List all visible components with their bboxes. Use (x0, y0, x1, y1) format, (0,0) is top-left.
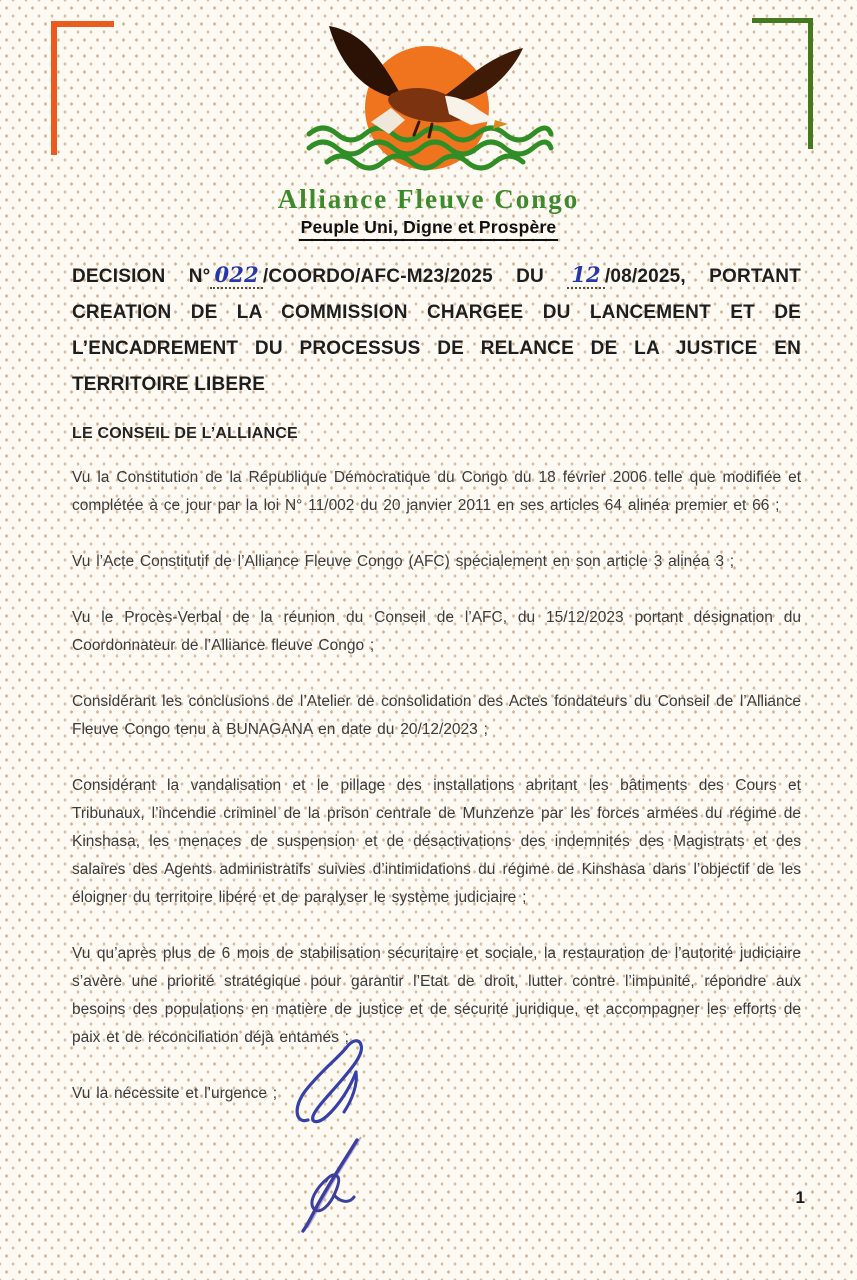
letterhead (0, 0, 857, 241)
title-line-1 (72, 257, 801, 295)
title-line-2: CREATION DE LA COMMISSION CHARGEE DU LANCEMENT ET DE (72, 302, 801, 323)
closing-line-with-signature (72, 1080, 801, 1108)
title-segment: DECISION N° (72, 266, 211, 287)
afc-eagle-logo-icon (299, 22, 559, 182)
title-segment: /COORDO/AFC-M23/2025 DU (262, 266, 544, 287)
title-line-4: TERRITOIRE LIBERE (72, 374, 266, 395)
recital-paragraph-vandalisation: Considérant la vandalisation et le pillage des installations abritant les bâtiments des Cours et Tribunaux, l’incendie criminel de la prison centrale de Munzenze par les forces armées du régime de Kinshasa, les menaces de suspension et de désactivations des indemnités des Magistrats et des salaires des Agents administratifs suivies d’intimidations du régime de Kinshasa dans l’objectif de les éloigner du territoire libéré et de paralyser le système judiciaire ; (72, 777, 801, 906)
organization-name: Alliance Fleuve Congo (277, 184, 580, 214)
title-line-3: L’ENCADREMENT DU PROCESSUS DE RELANCE DE LA JUSTICE EN (72, 338, 801, 359)
section-heading: LE CONSEIL DE L’ALLIANCE (72, 425, 298, 442)
organization-slogan: Peuple Uni, Digne et Prospère (299, 217, 559, 241)
title-segment: /08/2025, PORTANT (604, 266, 801, 287)
document-body (72, 257, 801, 1108)
document-title (72, 257, 801, 403)
recital-paragraph-proces-verbal: Vu le Procès-Verbal de la réunion du Conseil de l’AFC, du 15/12/2023 portant désignation du Coordonnateur de l’Alliance fleuve Congo ; (72, 609, 801, 654)
page-number: 1 (795, 1188, 805, 1207)
recital-paragraph-urgence: Vu la nécessite et l’urgence ; (72, 1085, 278, 1102)
recital-paragraph-stabilisation: Vu qu’après plus de 6 mois de stabilisation sécuritaire et sociale, la restauration de l’autorité judiciaire s’avère une priorité stratégique pour garantir l’Etat de droit, lutter contre l’impunité, répondre aux besoins des populations en matière de justice et de sécurité juridique, et accompagner les efforts de paix et de réconciliation déjà entamés ; (72, 945, 801, 1046)
handwritten-decision-number: 022 (210, 262, 262, 289)
signature-ink-icon (264, 1032, 384, 1237)
recital-paragraph-acte-constitutif: Vu l’Acte Constitutif de l’Alliance Fleuve Congo (AFC) spécialement en son article 3 alinéa 3 ; (72, 553, 735, 570)
recital-paragraph-atelier: Considérant les conclusions de l’Atelier de consolidation des Actes fondateurs du Conseil de l’Alliance Fleuve Congo tenu à BUNAGANA en date du 20/12/2023 ; (72, 693, 801, 738)
recital-paragraph-constitution: Vu la Constitution de la République Démocratique du Congo du 18 février 2006 telle que modifiée et complétée à ce jour par la loi N° 11/002 du 20 janvier 2011 en ses articles 64 alinéa premier et 66 ; (72, 469, 801, 514)
handwritten-day-number: 12 (567, 262, 605, 289)
